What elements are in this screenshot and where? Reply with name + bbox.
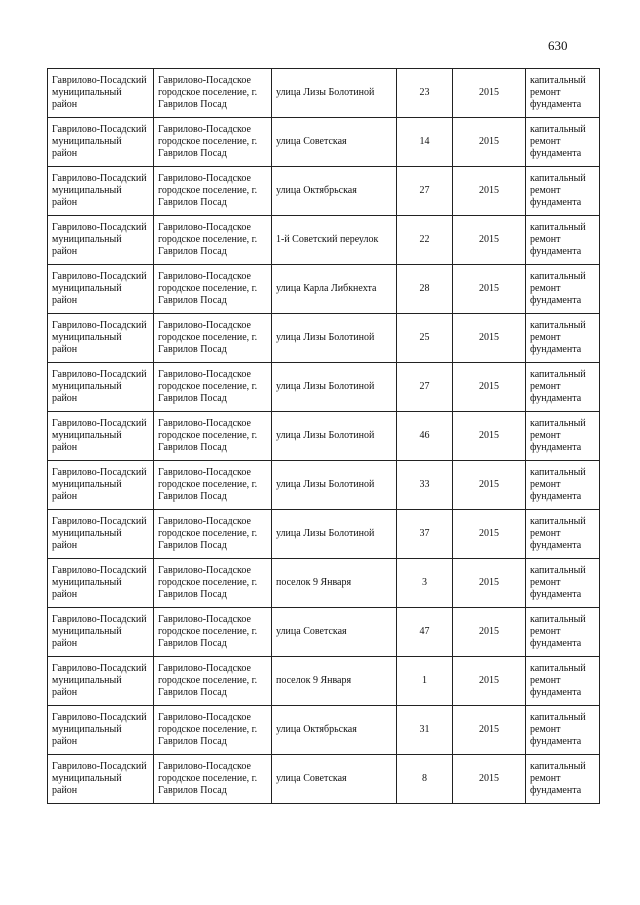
table-row bbox=[48, 167, 600, 216]
work-type-cell: капитальный ремонт фундамента bbox=[526, 314, 600, 363]
table-row bbox=[48, 706, 600, 755]
work-type-cell: капитальный ремонт фундамента bbox=[526, 657, 600, 706]
year-cell: 2015 bbox=[453, 314, 526, 363]
street-cell: улица Советская bbox=[272, 608, 397, 657]
work-type-cell: капитальный ремонт фундамента bbox=[526, 706, 600, 755]
table-row bbox=[48, 118, 600, 167]
table-row bbox=[48, 608, 600, 657]
street-cell: улица Лизы Болотиной bbox=[272, 314, 397, 363]
house-number-cell: 31 bbox=[397, 706, 453, 755]
table-row bbox=[48, 412, 600, 461]
district-cell: Гаврилово-Посадский муниципальный район bbox=[48, 314, 154, 363]
settlement-cell: Гаврилово-Посадское городское поселение, г. Гаврилов Посад bbox=[154, 216, 272, 265]
year-cell: 2015 bbox=[453, 559, 526, 608]
street-cell: улица Лизы Болотиной bbox=[272, 363, 397, 412]
district-cell: Гаврилово-Посадский муниципальный район bbox=[48, 167, 154, 216]
work-type-cell: капитальный ремонт фундамента bbox=[526, 510, 600, 559]
district-cell: Гаврилово-Посадский муниципальный район bbox=[48, 510, 154, 559]
work-type-cell: капитальный ремонт фундамента bbox=[526, 118, 600, 167]
house-number-cell: 3 bbox=[397, 559, 453, 608]
district-cell: Гаврилово-Посадский муниципальный район bbox=[48, 461, 154, 510]
year-cell: 2015 bbox=[453, 706, 526, 755]
street-cell: поселок 9 Января bbox=[272, 657, 397, 706]
district-cell: Гаврилово-Посадский муниципальный район bbox=[48, 412, 154, 461]
year-cell: 2015 bbox=[453, 118, 526, 167]
district-cell: Гаврилово-Посадский муниципальный район bbox=[48, 657, 154, 706]
year-cell: 2015 bbox=[453, 461, 526, 510]
house-number-cell: 28 bbox=[397, 265, 453, 314]
street-cell: 1-й Советский переулок bbox=[272, 216, 397, 265]
settlement-cell: Гаврилово-Посадское городское поселение, г. Гаврилов Посад bbox=[154, 608, 272, 657]
table-row bbox=[48, 314, 600, 363]
settlement-cell: Гаврилово-Посадское городское поселение, г. Гаврилов Посад bbox=[154, 69, 272, 118]
year-cell: 2015 bbox=[453, 265, 526, 314]
settlement-cell: Гаврилово-Посадское городское поселение, г. Гаврилов Посад bbox=[154, 363, 272, 412]
work-type-cell: капитальный ремонт фундамента bbox=[526, 363, 600, 412]
house-number-cell: 33 bbox=[397, 461, 453, 510]
street-cell: поселок 9 Января bbox=[272, 559, 397, 608]
district-cell: Гаврилово-Посадский муниципальный район bbox=[48, 69, 154, 118]
table-row bbox=[48, 657, 600, 706]
settlement-cell: Гаврилово-Посадское городское поселение, г. Гаврилов Посад bbox=[154, 314, 272, 363]
house-number-cell: 27 bbox=[397, 363, 453, 412]
street-cell: улица Советская bbox=[272, 755, 397, 804]
district-cell: Гаврилово-Посадский муниципальный район bbox=[48, 559, 154, 608]
year-cell: 2015 bbox=[453, 608, 526, 657]
page-number: 630 bbox=[548, 38, 568, 53]
district-cell: Гаврилово-Посадский муниципальный район bbox=[48, 706, 154, 755]
district-cell: Гаврилово-Посадский муниципальный район bbox=[48, 363, 154, 412]
year-cell: 2015 bbox=[453, 755, 526, 804]
settlement-cell: Гаврилово-Посадское городское поселение, г. Гаврилов Посад bbox=[154, 118, 272, 167]
year-cell: 2015 bbox=[453, 412, 526, 461]
house-number-cell: 8 bbox=[397, 755, 453, 804]
work-type-cell: капитальный ремонт фундамента bbox=[526, 265, 600, 314]
settlement-cell: Гаврилово-Посадское городское поселение, г. Гаврилов Посад bbox=[154, 706, 272, 755]
work-type-cell: капитальный ремонт фундамента bbox=[526, 216, 600, 265]
table-row bbox=[48, 265, 600, 314]
settlement-cell: Гаврилово-Посадское городское поселение, г. Гаврилов Посад bbox=[154, 412, 272, 461]
district-cell: Гаврилово-Посадский муниципальный район bbox=[48, 608, 154, 657]
house-number-cell: 25 bbox=[397, 314, 453, 363]
table-body bbox=[48, 69, 600, 804]
district-cell: Гаврилово-Посадский муниципальный район bbox=[48, 118, 154, 167]
table-row bbox=[48, 755, 600, 804]
work-type-cell: капитальный ремонт фундамента bbox=[526, 559, 600, 608]
work-type-cell: капитальный ремонт фундамента bbox=[526, 412, 600, 461]
work-type-cell: капитальный ремонт фундамента bbox=[526, 608, 600, 657]
street-cell: улица Лизы Болотиной bbox=[272, 412, 397, 461]
year-cell: 2015 bbox=[453, 657, 526, 706]
settlement-cell: Гаврилово-Посадское городское поселение, г. Гаврилов Посад bbox=[154, 559, 272, 608]
year-cell: 2015 bbox=[453, 363, 526, 412]
house-number-cell: 22 bbox=[397, 216, 453, 265]
table-row bbox=[48, 69, 600, 118]
street-cell: улица Лизы Болотиной bbox=[272, 510, 397, 559]
table-row bbox=[48, 559, 600, 608]
work-type-cell: капитальный ремонт фундамента bbox=[526, 461, 600, 510]
street-cell: улица Советская bbox=[272, 118, 397, 167]
table-row bbox=[48, 363, 600, 412]
street-cell: улица Лизы Болотиной bbox=[272, 69, 397, 118]
year-cell: 2015 bbox=[453, 216, 526, 265]
year-cell: 2015 bbox=[453, 69, 526, 118]
year-cell: 2015 bbox=[453, 167, 526, 216]
house-number-cell: 1 bbox=[397, 657, 453, 706]
settlement-cell: Гаврилово-Посадское городское поселение, г. Гаврилов Посад bbox=[154, 755, 272, 804]
settlement-cell: Гаврилово-Посадское городское поселение, г. Гаврилов Посад bbox=[154, 265, 272, 314]
settlement-cell: Гаврилово-Посадское городское поселение, г. Гаврилов Посад bbox=[154, 461, 272, 510]
settlement-cell: Гаврилово-Посадское городское поселение, г. Гаврилов Посад bbox=[154, 167, 272, 216]
district-cell: Гаврилово-Посадский муниципальный район bbox=[48, 755, 154, 804]
street-cell: улица Октябрьская bbox=[272, 167, 397, 216]
district-cell: Гаврилово-Посадский муниципальный район bbox=[48, 265, 154, 314]
house-number-cell: 27 bbox=[397, 167, 453, 216]
table-row bbox=[48, 510, 600, 559]
district-cell: Гаврилово-Посадский муниципальный район bbox=[48, 216, 154, 265]
street-cell: улица Лизы Болотиной bbox=[272, 461, 397, 510]
settlement-cell: Гаврилово-Посадское городское поселение, г. Гаврилов Посад bbox=[154, 657, 272, 706]
house-number-cell: 47 bbox=[397, 608, 453, 657]
work-type-cell: капитальный ремонт фундамента bbox=[526, 755, 600, 804]
street-cell: улица Карла Либкнехта bbox=[272, 265, 397, 314]
table-row bbox=[48, 461, 600, 510]
house-number-cell: 37 bbox=[397, 510, 453, 559]
year-cell: 2015 bbox=[453, 510, 526, 559]
house-number-cell: 14 bbox=[397, 118, 453, 167]
housing-repair-table bbox=[47, 68, 600, 804]
settlement-cell: Гаврилово-Посадское городское поселение, г. Гаврилов Посад bbox=[154, 510, 272, 559]
house-number-cell: 46 bbox=[397, 412, 453, 461]
house-number-cell: 23 bbox=[397, 69, 453, 118]
table-row bbox=[48, 216, 600, 265]
street-cell: улица Октябрьская bbox=[272, 706, 397, 755]
work-type-cell: капитальный ремонт фундамента bbox=[526, 167, 600, 216]
work-type-cell: капитальный ремонт фундамента bbox=[526, 69, 600, 118]
